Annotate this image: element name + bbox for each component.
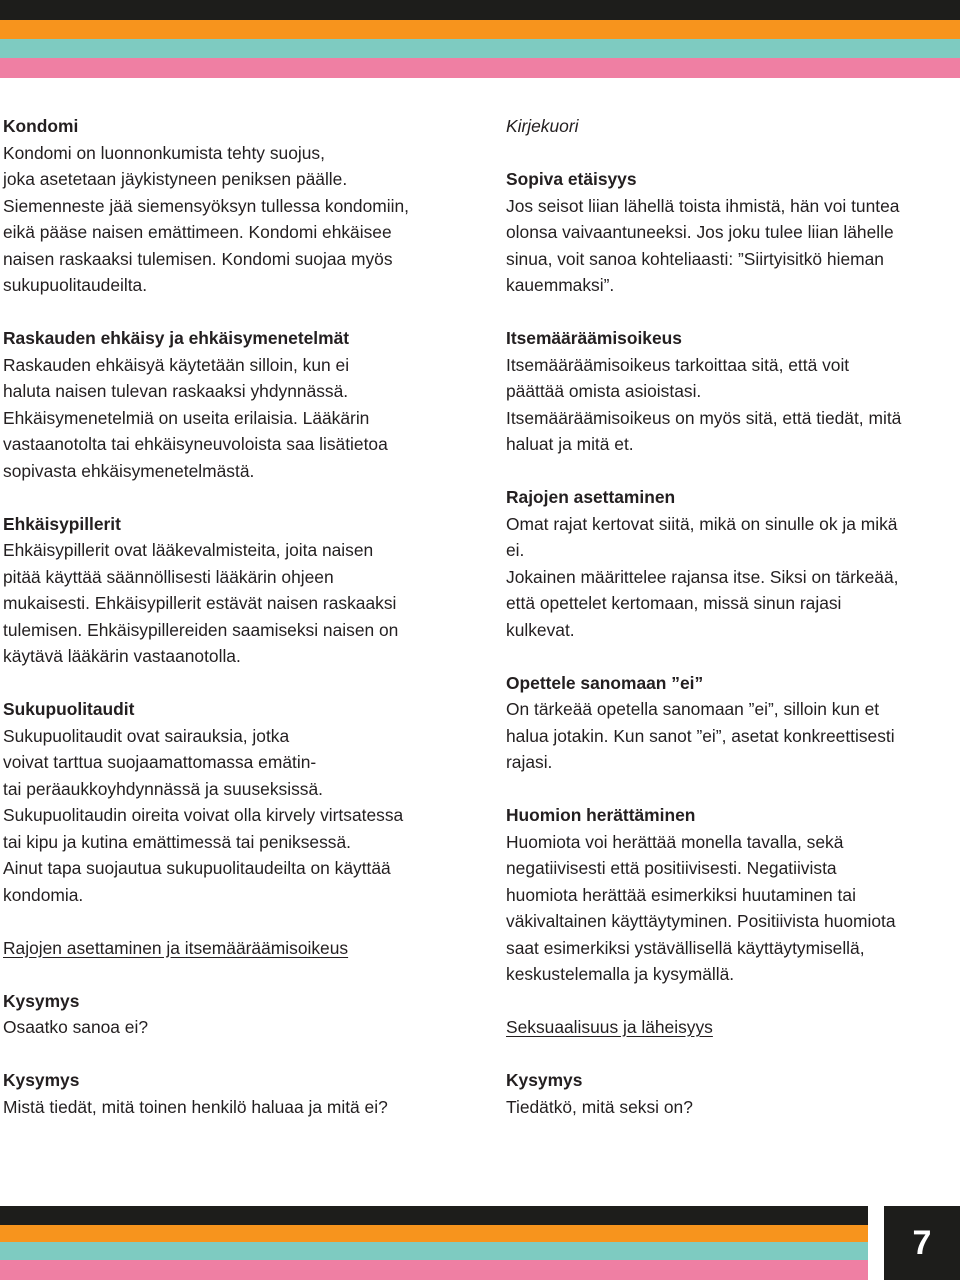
section-heading: Itsemääräämisoikeus (506, 328, 682, 348)
question-heading: Kysymys (3, 990, 80, 1011)
section-ehkaisypillerit (3, 511, 473, 670)
section-heading: Rajojen asettaminen (506, 487, 676, 507)
body-line: Ainut tapa suojautua sukupuolitaudeilta on käyttää (3, 858, 391, 878)
section-heading: Sukupuolitaudit (3, 699, 135, 719)
body-line: haluat ja mitä et. (506, 434, 634, 454)
body-line: Sukupuolitaudit ovat sairauksia, jotka (3, 725, 290, 746)
intro-label: Kirjekuori (506, 116, 579, 136)
body-line: naisen raskaaksi tulemisen. Kondomi suojaa myös (3, 248, 393, 269)
question-text: Tiedätkö, mitä seksi on? (506, 1096, 693, 1117)
section-heading: Kondomi (3, 116, 79, 136)
body-line: Itsemääräämisoikeus tarkoittaa sitä, että voit (506, 354, 850, 375)
question-text: Mistä tiedät, mitä toinen henkilö haluaa ja mitä ei? (3, 1096, 388, 1117)
section-huomion-herattaminen (506, 802, 956, 988)
body-line: Jos seisot liian lähellä toista ihmistä, hän voi tuntea (506, 195, 900, 216)
body-line: voivat tarttua suojaamattomassa emätin- (3, 752, 317, 772)
body-line: Ehkäisymenetelmiä on useita erilaisia. Lääkärin (3, 407, 370, 428)
section-sukupuolitaudit (3, 696, 473, 908)
top-stripe-pink (0, 58, 960, 78)
top-stripe-orange (0, 20, 960, 39)
top-stripe-teal (0, 39, 960, 58)
question-heading: Kysymys (3, 1070, 80, 1090)
body-line: Itsemääräämisoikeus on myös sitä, että tiedät, mitä (506, 407, 902, 428)
question-block (506, 1067, 956, 1120)
body-line: tai peräaukkoyhdynnässä ja suuseksissä. (3, 778, 323, 799)
link-block (3, 935, 473, 962)
body-line: haluta naisen tulevan raskaaksi yhdynnässä. (3, 381, 349, 401)
body-line: saat esimerkiksi ystävällisellä käyttäytymisellä, (506, 937, 865, 958)
body-line: pitää käyttää säännöllisesti lääkärin ohjeen (3, 566, 334, 587)
bottom-stripe-pink (0, 1260, 868, 1280)
section-heading: Huomion herättäminen (506, 805, 696, 825)
section-raskauden-ehkaisy (3, 325, 473, 484)
body-line: Raskauden ehkäisyä käytetään silloin, kun ei (3, 354, 350, 375)
section-opettele-sanomaan-ei (506, 670, 956, 776)
section-sopiva-etaisyys (506, 166, 956, 299)
section-itsemaaraamisoikeus (506, 325, 956, 458)
body-line: Kondomi on luonnonkumista tehty suojus, (3, 142, 325, 163)
question-block (3, 988, 473, 1041)
bottom-stripe-orange (0, 1225, 868, 1242)
section-kondomi (3, 113, 473, 299)
body-line: Jokainen määrittelee rajansa itse. Siksi on tärkeää, (506, 566, 899, 587)
body-line: Huomiota voi herättää monella tavalla, sekä (506, 831, 844, 852)
body-line: Ehkäisypillerit ovat lääkevalmisteita, joita naisen (3, 540, 374, 560)
question-block (3, 1067, 473, 1120)
question-heading: Kysymys (506, 1070, 583, 1090)
page-number: 7 (884, 1206, 960, 1280)
body-line: ei. (506, 540, 525, 560)
intro-block (506, 113, 956, 140)
body-line: Siemenneste jää siemensyöksyn tullessa kondomiin, (3, 195, 409, 216)
left-column (3, 113, 473, 1147)
body-line: rajasi. (506, 752, 553, 772)
body-line: tai kipu ja kutina emättimessä tai peniksessä. (3, 831, 351, 852)
bottom-stripe-black (0, 1206, 868, 1225)
body-line: Omat rajat kertovat siitä, mikä on sinulle ok ja mikä (506, 513, 898, 534)
section-rajojen-asettaminen (506, 484, 956, 643)
body-line: joka asetetaan jäykistyneen peniksen päälle. (3, 169, 348, 189)
body-line: halua jotakin. Kun sanot ”ei”, asetat konkreettisesti (506, 725, 895, 746)
link-seksuaalisuus[interactable]: Seksuaalisuus ja läheisyys (506, 1017, 713, 1037)
section-heading: Ehkäisypillerit (3, 513, 121, 534)
body-line: On tärkeää opetella sanomaan ”ei”, silloin kun et (506, 699, 880, 719)
body-line: huomiota herättää esimerkiksi huutaminen tai (506, 884, 856, 905)
body-line: mukaisesti. Ehkäisypillerit estävät naisen raskaaksi (3, 593, 397, 613)
section-heading: Raskauden ehkäisy ja ehkäisymenetelmät (3, 328, 350, 348)
body-line: vastaanotolta tai ehkäisyneuvoloista saa lisätietoa (3, 434, 388, 454)
right-column (506, 113, 956, 1147)
body-line: eikä pääse naisen emättimeen. Kondomi ehkäisee (3, 222, 392, 242)
link-rajojen-asettaminen[interactable]: Rajojen asettaminen ja itsemääräämisoikeus (3, 937, 349, 958)
body-line: päättää omista asioistasi. (506, 381, 702, 401)
body-line: sopivasta ehkäisymenetelmästä. (3, 460, 255, 481)
body-line: kulkevat. (506, 619, 575, 640)
body-line: että opettelet kertomaan, missä sinun rajasi (506, 593, 842, 613)
body-line: Sukupuolitaudin oireita voivat olla kirvely virtsatessa (3, 805, 404, 825)
body-line: väkivaltainen käyttäytyminen. Positiivista huomiota (506, 911, 896, 931)
body-line: olonsa vaivaantuneeksi. Jos joku tulee liian lähelle (506, 222, 894, 242)
body-line: kondomia. (3, 884, 84, 905)
section-heading: Opettele sanomaan ”ei” (506, 672, 704, 693)
body-line: kauemmaksi”. (506, 275, 615, 295)
body-line: tulemisen. Ehkäisypillereiden saamiseksi naisen on (3, 619, 399, 640)
body-line: sinua, voit sanoa kohteliaasti: ”Siirtyisitkö hieman (506, 248, 884, 269)
top-stripe-black (0, 0, 960, 20)
body-line: sukupuolitaudeilta. (3, 275, 148, 295)
section-heading: Sopiva etäisyys (506, 169, 637, 189)
body-line: käytävä lääkärin vastaanotolla. (3, 646, 241, 666)
body-line: negatiivisesti että positiivisesti. Negatiivista (506, 858, 837, 878)
body-line: keskustelemalla ja kysymällä. (506, 964, 735, 984)
question-text: Osaatko sanoa ei? (3, 1017, 149, 1037)
link-block (506, 1014, 956, 1041)
bottom-stripe-teal (0, 1242, 868, 1260)
